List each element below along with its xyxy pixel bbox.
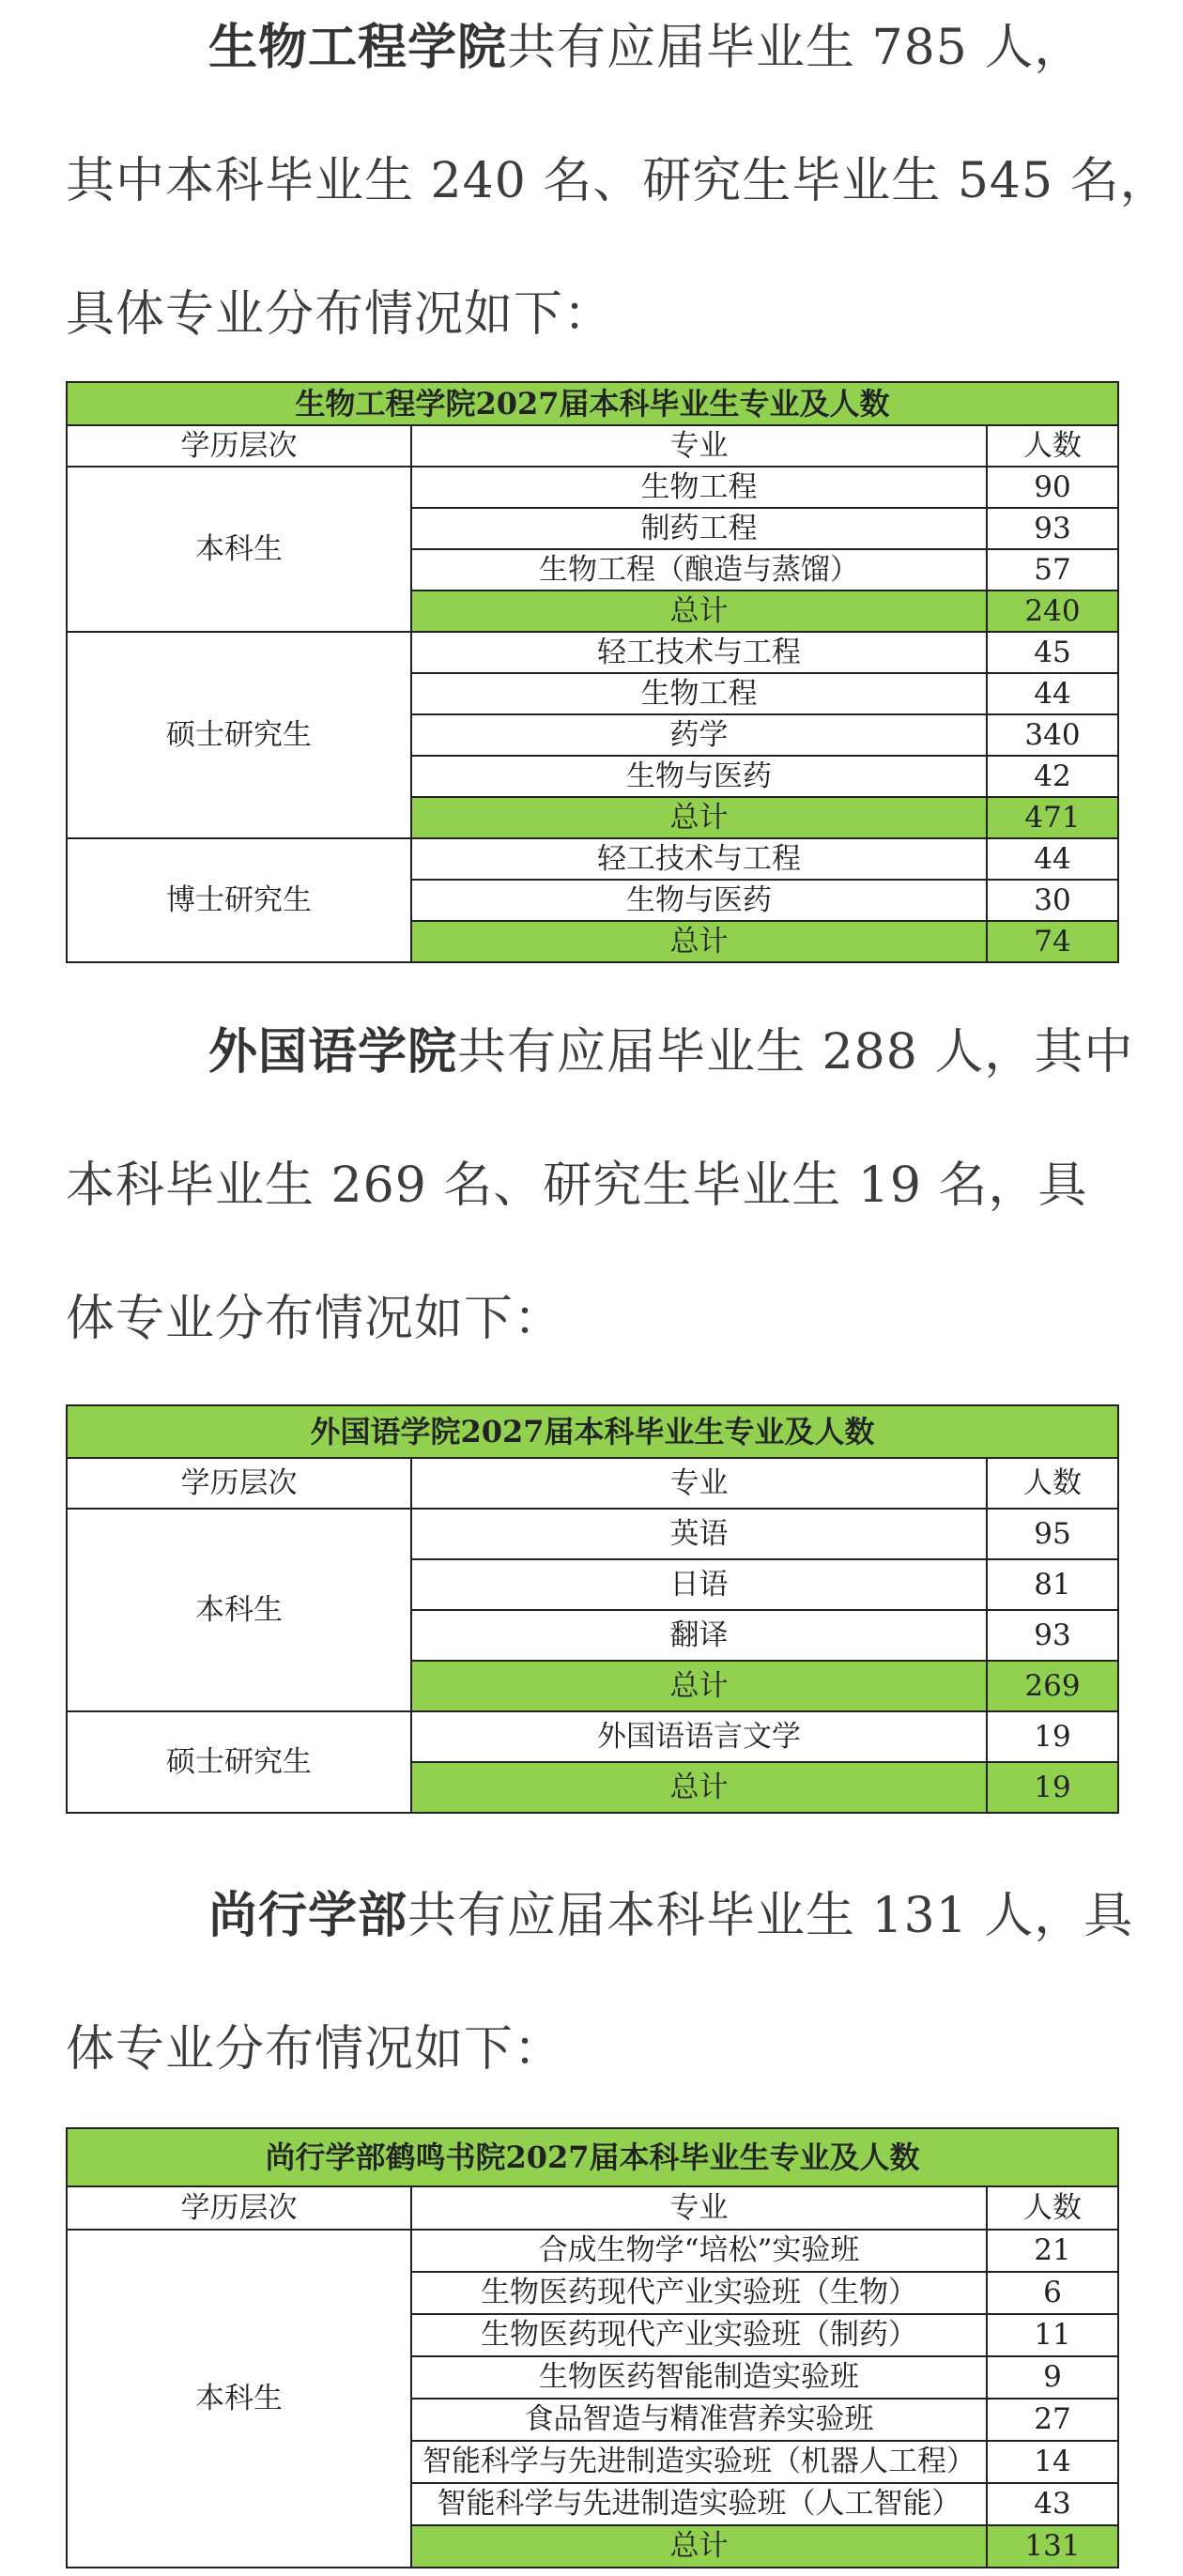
level-cell: 硕士研究生: [67, 1711, 411, 1813]
level-cell: 本科生: [67, 2230, 411, 2568]
header-major: 专业: [411, 1458, 987, 1509]
major-cell: 日语: [411, 1559, 987, 1610]
major-cell: 英语: [411, 1509, 987, 1559]
intro-text: 具体专业分布情况如下：: [66, 286, 614, 343]
header-count: 人数: [987, 425, 1118, 467]
major-cell: 智能科学与先进制造实验班（人工智能）: [411, 2483, 987, 2525]
total-count: 74: [987, 921, 1118, 962]
header-level: 学历层次: [67, 425, 411, 467]
level-cell: 本科生: [67, 467, 411, 632]
table-title: 尚行学部鹤鸣书院2027届本科毕业生专业及人数: [67, 2128, 1118, 2186]
total-label: 总计: [411, 590, 987, 632]
major-cell: 翻译: [411, 1610, 987, 1661]
intro-text: 本科毕业生 269 名、研究生毕业生 19 名，具: [66, 1158, 1088, 1214]
major-cell: 生物工程（酿造与蒸馏）: [411, 549, 987, 590]
total-label: 总计: [411, 1661, 987, 1711]
total-count: 131: [987, 2525, 1118, 2568]
count-cell: 44: [987, 673, 1118, 714]
total-count: 19: [987, 1762, 1118, 1813]
count-cell: 21: [987, 2230, 1118, 2272]
total-label: 总计: [411, 921, 987, 962]
count-cell: 93: [987, 1610, 1118, 1661]
major-cell: 药学: [411, 714, 987, 756]
count-cell: 9: [987, 2356, 1118, 2399]
count-cell: 90: [987, 467, 1118, 508]
major-cell: 生物医药智能制造实验班: [411, 2356, 987, 2399]
total-label: 总计: [411, 797, 987, 838]
intro-text: 共有应届毕业生 785 人，: [507, 20, 1084, 76]
count-cell: 19: [987, 1711, 1118, 1762]
major-cell: 轻工技术与工程: [411, 838, 987, 880]
count-cell: 43: [987, 2483, 1118, 2525]
total-label: 总计: [411, 2525, 987, 2568]
level-cell: 硕士研究生: [67, 632, 411, 838]
count-cell: 45: [987, 632, 1118, 673]
count-cell: 11: [987, 2314, 1118, 2356]
total-count: 240: [987, 590, 1118, 632]
table-title: 外国语学院2027届本科毕业生专业及人数: [67, 1405, 1118, 1458]
header-count: 人数: [987, 1458, 1118, 1509]
count-cell: 42: [987, 756, 1118, 797]
foreign-lang-major-table: [66, 1404, 1119, 1814]
bioeng-major-table: [66, 381, 1119, 963]
major-cell: 生物工程: [411, 673, 987, 714]
intro-text: 体专业分布情况如下：: [66, 2021, 564, 2078]
header-level: 学历层次: [67, 2186, 411, 2230]
shangxing-major-table: [66, 2127, 1119, 2568]
intro-text: 共有应届毕业生 288 人，其中: [457, 1024, 1134, 1081]
header-major: 专业: [411, 425, 987, 467]
count-cell: 95: [987, 1509, 1118, 1559]
count-cell: 27: [987, 2399, 1118, 2441]
total-count: 471: [987, 797, 1118, 838]
major-cell: 外国语语言文学: [411, 1711, 987, 1762]
table-title: 生物工程学院2027届本科毕业生专业及人数: [67, 382, 1118, 425]
major-cell: 生物医药现代产业实验班（生物）: [411, 2272, 987, 2314]
major-cell: 轻工技术与工程: [411, 632, 987, 673]
major-cell: 生物医药现代产业实验班（制药）: [411, 2314, 987, 2356]
count-cell: 30: [987, 880, 1118, 921]
count-cell: 57: [987, 549, 1118, 590]
college-name: 生物工程学院: [208, 20, 508, 76]
total-count: 269: [987, 1661, 1118, 1711]
major-cell: 智能科学与先进制造实验班（机器人工程）: [411, 2441, 987, 2483]
header-major: 专业: [411, 2186, 987, 2230]
college-name: 外国语学院: [208, 1024, 458, 1081]
count-cell: 81: [987, 1559, 1118, 1610]
major-cell: 食品智造与精准营养实验班: [411, 2399, 987, 2441]
major-cell: 生物工程: [411, 467, 987, 508]
intro-text: 其中本科毕业生 240 名、研究生毕业生 545 名，: [66, 153, 1170, 209]
count-cell: 44: [987, 838, 1118, 880]
header-count: 人数: [987, 2186, 1118, 2230]
level-cell: 本科生: [67, 1509, 411, 1711]
level-cell: 博士研究生: [67, 838, 411, 962]
major-cell: 制药工程: [411, 508, 987, 549]
intro-text: 体专业分布情况如下：: [66, 1291, 564, 1347]
total-label: 总计: [411, 1762, 987, 1813]
intro-text: 共有应届本科毕业生 131 人，具: [407, 1888, 1134, 1944]
header-level: 学历层次: [67, 1458, 411, 1509]
count-cell: 6: [987, 2272, 1118, 2314]
count-cell: 14: [987, 2441, 1118, 2483]
major-cell: 合成生物学“培松”实验班: [411, 2230, 987, 2272]
college-name: 尚行学部: [208, 1888, 408, 1944]
count-cell: 93: [987, 508, 1118, 549]
major-cell: 生物与医药: [411, 756, 987, 797]
major-cell: 生物与医药: [411, 880, 987, 921]
count-cell: 340: [987, 714, 1118, 756]
